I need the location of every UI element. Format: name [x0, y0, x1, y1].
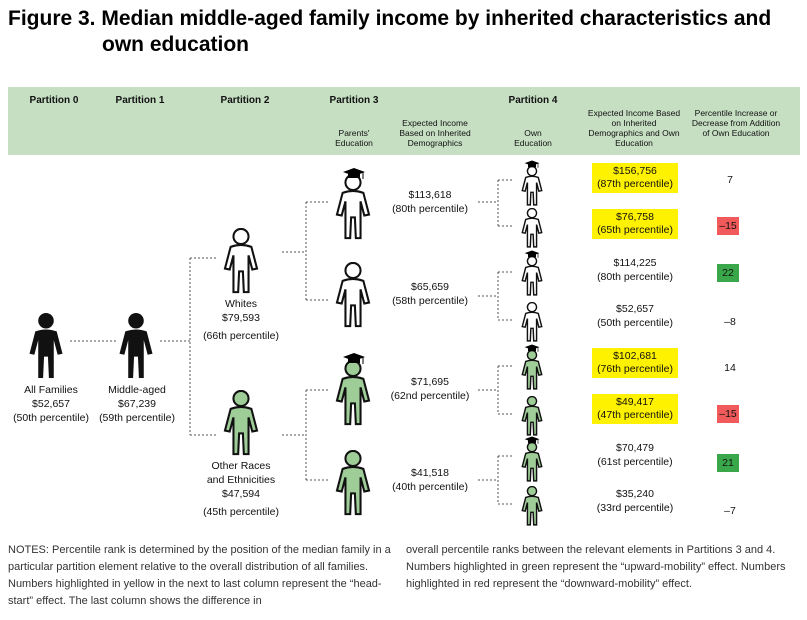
- node-other-races-income: $47,594: [222, 488, 260, 500]
- p3-value-2-income: $65,659: [411, 281, 449, 293]
- p4-value-5-income: $102,681: [613, 350, 657, 362]
- person-icon-p4-3: [522, 257, 541, 295]
- p4-value-6-pct: (47th percentile): [597, 409, 673, 421]
- person-icon-p4-1: [522, 167, 541, 205]
- node-other-races-name-1: Other Races: [211, 460, 271, 472]
- person-icon-other-races: [225, 391, 257, 454]
- pct-change-4: –8: [724, 316, 736, 328]
- person-icon-all-families: [29, 313, 62, 378]
- person-icon-p3-whites-grad: [337, 175, 369, 238]
- notes-right: overall percentile ranks between the relevant elements in Partitions 3 and 4. Numbers highlighted in green represent the “upward-mobility” effect. Numbers highlighted in red represent the “downward-mobility” effect.: [406, 544, 786, 590]
- node-middle-aged-income: $67,239: [118, 398, 156, 410]
- node-middle-aged-pct: (59th percentile): [99, 412, 175, 424]
- header-partition-0: Partition 0: [29, 95, 79, 106]
- p4-value-6: [592, 394, 678, 424]
- title-line-1: Figure 3. Median middle-aged family income by inherited characteristics and: [8, 7, 772, 30]
- grad-cap-icon: [343, 353, 365, 364]
- pct-change-1: 7: [727, 174, 733, 186]
- p4-value-1: [592, 163, 678, 193]
- header-expected-inherited: Expected Income Based on Inherited Demographics: [399, 118, 471, 148]
- p4-value-7-pct: (61st percentile): [597, 456, 673, 468]
- header-partition-4: Partition 4: [508, 95, 558, 106]
- header-parents-education: Parents' Education: [335, 128, 373, 148]
- p4-value-5: [592, 348, 678, 378]
- title-line-2: own education: [102, 33, 249, 56]
- header-partition-1: Partition 1: [115, 95, 165, 106]
- pct-change-5: 14: [724, 362, 736, 374]
- p3-value-3-pct: (62nd percentile): [390, 390, 470, 402]
- node-whites-pct: (66th percentile): [203, 330, 279, 342]
- person-icon-p4-4: [522, 303, 541, 341]
- p4-value-5-pct: (76th percentile): [597, 363, 673, 375]
- grad-cap-icon: [525, 345, 540, 352]
- person-icon-p4-2: [522, 209, 541, 247]
- p4-value-7: [592, 441, 678, 469]
- p4-value-3-income: $114,225: [613, 257, 657, 269]
- p3-value-1: [382, 188, 478, 216]
- p3-value-2-pct: (58th percentile): [392, 295, 468, 307]
- pct-change-8: –7: [724, 505, 736, 517]
- person-icon-middle-aged: [119, 313, 152, 378]
- node-other-races-name-2: and Ethnicities: [206, 474, 276, 486]
- node-whites: [196, 297, 286, 343]
- pct-change-6: –15: [717, 405, 739, 423]
- p4-value-1-pct: (87th percentile): [597, 178, 673, 190]
- p3-value-4: [382, 466, 478, 494]
- p3-value-4-income: $41,518: [411, 467, 449, 479]
- node-all-families-income: $52,657: [32, 398, 70, 410]
- node-all-families-pct: (50th percentile): [13, 412, 89, 424]
- pct-change-3: 22: [717, 264, 739, 282]
- header-percentile-change: Percentile Increase or Decrease from Addition of Own Education: [691, 108, 781, 138]
- person-icon-p3-other-nongrad: [337, 451, 369, 514]
- header-partition-2: Partition 2: [220, 95, 270, 106]
- p4-value-8: [592, 487, 678, 515]
- p4-value-8-income: $35,240: [616, 488, 654, 500]
- header-own-education: Own Education: [514, 128, 552, 148]
- node-middle-aged: [92, 383, 182, 425]
- p4-value-1-income: $156,756: [613, 165, 657, 177]
- p3-value-3-income: $71,695: [411, 376, 449, 388]
- pct-change-7: 21: [717, 454, 739, 472]
- node-other-races-pct: (45th percentile): [203, 506, 279, 518]
- p3-value-1-income: $113,618: [408, 189, 452, 201]
- p4-value-2-pct: (65th percentile): [597, 224, 673, 236]
- p4-value-4-income: $52,657: [616, 303, 654, 315]
- node-whites-income: $79,593: [222, 312, 260, 324]
- node-all-families: [6, 383, 96, 425]
- p4-value-7-income: $70,479: [616, 442, 654, 454]
- grad-cap-icon: [525, 437, 540, 444]
- header-partition-3: Partition 3: [329, 95, 379, 106]
- p4-value-3-pct: (80th percentile): [597, 271, 673, 283]
- person-icon-p4-5: [522, 351, 541, 389]
- header-expected-both: Expected Income Based on Inherited Demographics and Own Education: [587, 108, 681, 148]
- pct-change-2: –15: [717, 217, 739, 235]
- node-all-families-name: All Families: [24, 384, 78, 396]
- p3-value-4-pct: (40th percentile): [392, 481, 468, 493]
- person-icon-p4-8: [522, 487, 541, 525]
- p4-value-6-income: $49,417: [616, 396, 654, 408]
- node-other-races: [196, 459, 286, 519]
- grad-cap-icon: [525, 161, 540, 168]
- grad-cap-icon: [525, 251, 540, 258]
- p4-value-4-pct: (50th percentile): [597, 317, 673, 329]
- p3-value-1-pct: (80th percentile): [392, 203, 468, 215]
- p4-value-4: [592, 302, 678, 330]
- p4-value-2: [592, 209, 678, 239]
- p3-value-3: [382, 375, 478, 403]
- person-icon-p3-other-grad: [337, 361, 369, 424]
- person-icon-p3-whites-nongrad: [337, 263, 369, 326]
- p3-value-2: [382, 280, 478, 308]
- p4-value-8-pct: (33rd percentile): [596, 502, 674, 514]
- p4-value-3: [592, 256, 678, 284]
- notes-left: NOTES: Percentile rank is determined by the position of the median family in a particular partition element relative to the overall distribution of all families. Numbers highlighted in yellow in the next to last column represent the “head-start” effect. The last column shows the difference in: [8, 544, 391, 607]
- person-icon-p4-6: [522, 397, 541, 435]
- person-icon-whites: [225, 229, 257, 292]
- person-icon-p4-7: [522, 443, 541, 481]
- node-whites-name: Whites: [224, 298, 258, 310]
- node-middle-aged-name: Middle-aged: [108, 384, 166, 396]
- p4-value-2-income: $76,758: [616, 211, 654, 223]
